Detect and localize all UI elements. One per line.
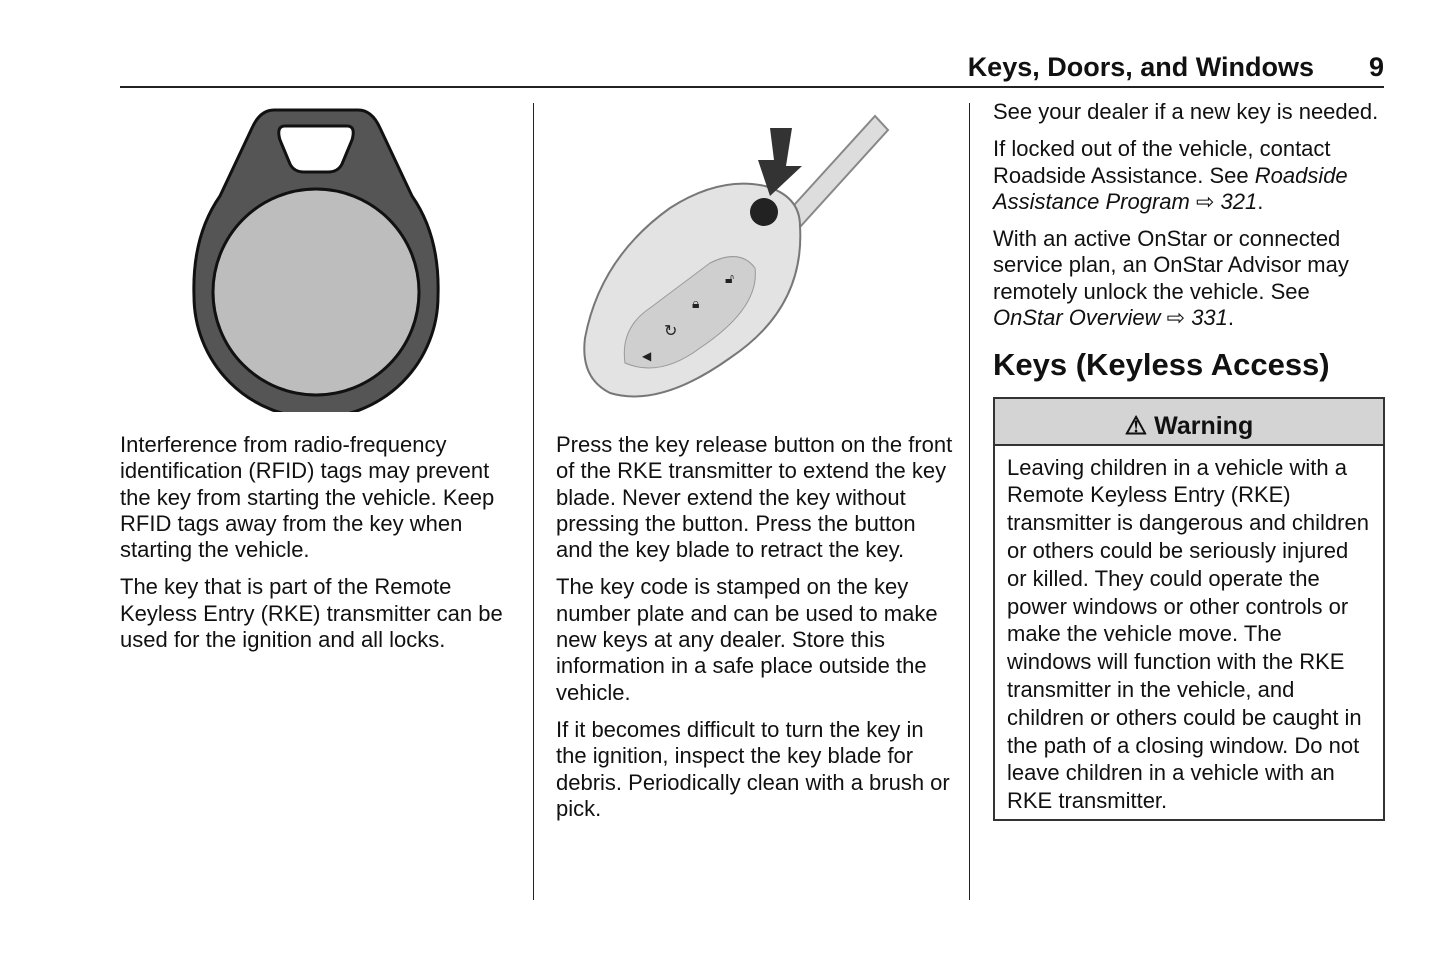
paragraph: Interference from radio-frequency identification (RFID) tags may prevent the key from starting the vehicle. Keep RFID tags away from the key when starting the vehicle. xyxy=(120,432,495,563)
reference-arrow-icon: ⇨ xyxy=(1195,188,1215,214)
column-1 xyxy=(120,432,520,664)
text: If locked out of the vehicle, contact Roadside Assistance. See xyxy=(993,136,1331,188)
unlock-icon: 🔓︎ xyxy=(725,270,735,286)
warning-header xyxy=(995,399,1383,445)
panic-icon: ◀ xyxy=(642,349,652,363)
paragraph: See your dealer if a new key is needed. xyxy=(993,99,1379,124)
column-divider xyxy=(969,103,970,900)
paragraph: With an active OnStar or connected service plan, an OnStar Advisor may remotely unlock the vehicle. See OnStar Overview ⇨ 331. xyxy=(993,226,1349,331)
page-number: 9 xyxy=(1368,52,1384,82)
warning-box xyxy=(993,397,1385,821)
cross-reference-link[interactable]: Roadside Assistance Program xyxy=(993,162,1348,214)
remote-start-icon: ↻ xyxy=(664,323,678,340)
section-heading: Keys (Keyless Access) xyxy=(993,347,1330,383)
cross-reference-link[interactable]: OnStar Overview xyxy=(993,305,1161,331)
text: With an active OnStar or connected service plan, an OnStar Advisor may remotely unlock the vehicle. See xyxy=(993,226,1349,304)
column-3 xyxy=(993,99,1385,821)
paragraph: If it becomes difficult to turn the key in the ignition, inspect the key blade for debris. Periodically clean with a brush or pick. xyxy=(556,716,950,821)
paragraph: If locked out of the vehicle, contact Roadside Assistance. See Roadside Assistance Program ⇨ 321. xyxy=(993,136,1348,214)
column-divider xyxy=(533,103,534,900)
paragraph: The key that is part of the Remote Keyless Entry (RKE) transmitter can be used for the ignition and all locks. xyxy=(120,574,503,653)
rfid-key-fob-illustration xyxy=(190,106,442,412)
warning-triangle-icon: ⚠ xyxy=(1124,412,1148,441)
warning-text: Leaving children in a vehicle with a Remote Keyless Entry (RKE) transmitter is dangerous and children or others could be seriously injured or killed. They could operate the power windows or other controls or make the vehicle move. The windows will function with the RKE transmitter in the vehicle, and children or others could be caught in the path of a closing window. Do not leave children in a vehicle with an RKE transmitter. xyxy=(1007,454,1369,814)
page-header xyxy=(120,52,1384,88)
section-title: Keys, Doors, and Windows xyxy=(967,52,1314,82)
column-2 xyxy=(556,432,956,833)
lock-icon: 🔒︎ xyxy=(692,295,700,311)
rke-transmitter-illustration xyxy=(580,108,900,408)
warning-title: Warning xyxy=(1154,412,1254,441)
reference-arrow-icon: ⇨ xyxy=(1166,305,1186,331)
reference-page[interactable]: 331 xyxy=(1191,305,1228,331)
paragraph: The key code is stamped on the key number plate and can be used to make new keys at any dealer. Store this information in a safe place outside the vehicle. xyxy=(556,574,938,705)
reference-page[interactable]: 321 xyxy=(1220,188,1258,214)
paragraph: Press the key release button on the front of the RKE transmitter to extend the key blade. Never extend the key without pressing the button. Press the button and the key blade to retract the key. xyxy=(556,432,953,563)
